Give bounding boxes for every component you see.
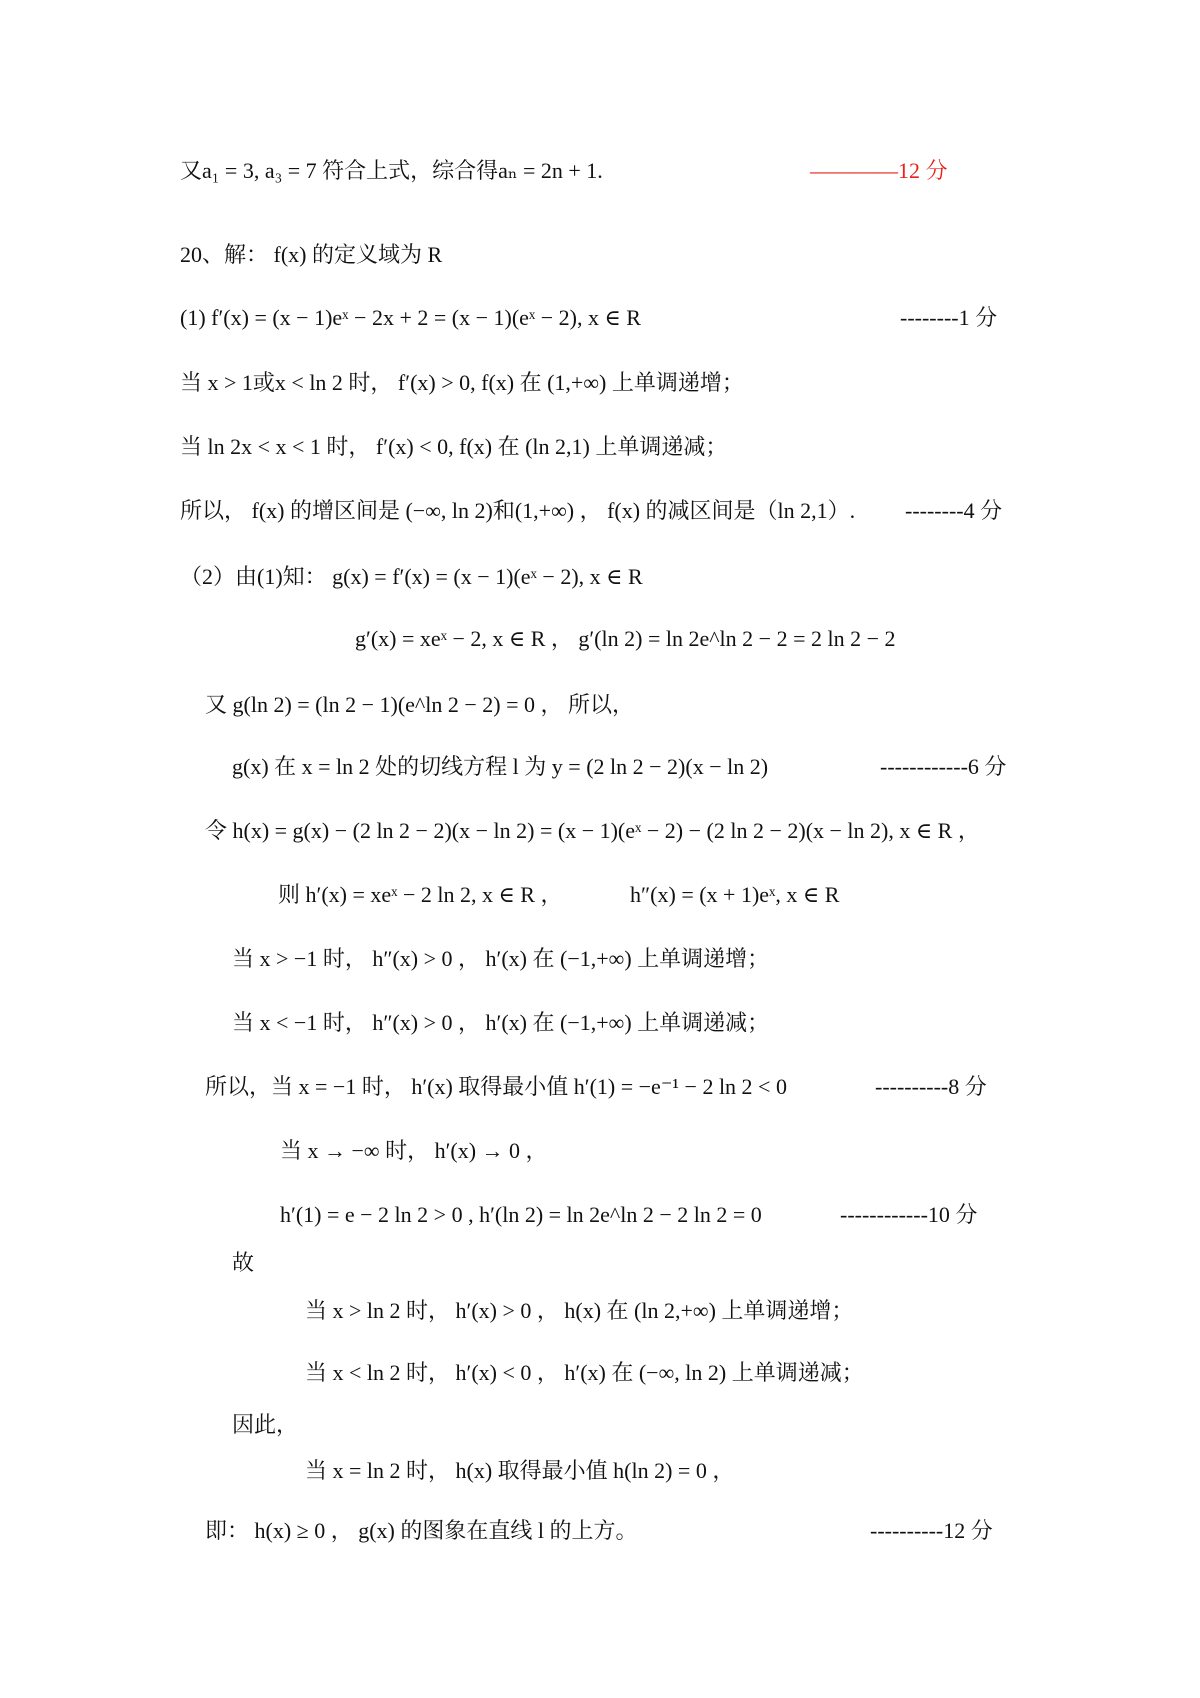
score-24: ----------12 分 bbox=[870, 1518, 993, 1543]
score-10: ------------6 分 bbox=[880, 754, 1007, 779]
line-18: h′(1) = e − 2 ln 2 > 0 , h′(ln 2) = ln 2e^ln 2 − 2 ln 2 = 0 bbox=[280, 1202, 762, 1227]
line-13: h″(x) = (x + 1)eˣ, x ∈ R bbox=[630, 882, 840, 907]
line-8: g′(x) = xeˣ − 2, x ∈ R ， g′(ln 2) = ln 2e^ln 2 − 2 = 2 ln 2 − 2 bbox=[355, 626, 896, 651]
line-12: 则 h′(x) = xeˣ − 2 ln 2, x ∈ R ， bbox=[278, 882, 563, 907]
line-17: 当 x → −∞ 时， h′(x) → 0 ， bbox=[280, 1138, 548, 1163]
line-19: 故 bbox=[232, 1250, 255, 1275]
line-16: 所以，当 x = −1 时， h′(x) 取得最小值 h′(1) = −e⁻¹ − 2 ln 2 < 0 bbox=[205, 1074, 787, 1099]
line-3: (1) f′(x) = (x − 1)eˣ − 2x + 2 = (x − 1)(eˣ − 2), x ∈ R bbox=[180, 305, 641, 330]
score-16: ----------8 分 bbox=[875, 1074, 987, 1099]
line-6: 所以， f(x) 的增区间是 (−∞, ln 2)和(1,+∞) ， f(x) 的减区间是（ln 2,1）. bbox=[180, 498, 856, 523]
line-5: 当 ln 2x < x < 1 时， f′(x) < 0, f(x) 在 (ln 2,1) 上单调递减； bbox=[180, 434, 728, 459]
line-23: 当 x = ln 2 时， h(x) 取得最小值 h(ln 2) = 0 ， bbox=[305, 1458, 735, 1483]
line-11: 令 h(x) = g(x) − (2 ln 2 − 2)(x − ln 2) = (x − 1)(eˣ − 2) − (2 ln 2 − 2)(x − ln 2), x ∈ R ， bbox=[205, 818, 980, 843]
line-15: 当 x < −1 时， h″(x) > 0 ， h′(x) 在 (−1,+∞) 上单调递减； bbox=[232, 1010, 770, 1035]
line-14: 当 x > −1 时， h″(x) > 0 ， h′(x) 在 (−1,+∞) 上单调递增； bbox=[232, 946, 770, 971]
line-4: 当 x > 1或x < ln 2 时， f′(x) > 0, f(x) 在 (1,+∞) 上单调递增； bbox=[180, 370, 744, 395]
score-3: --------1 分 bbox=[900, 305, 998, 330]
line-21: 当 x < ln 2 时， h′(x) < 0 ， h′(x) 在 (−∞, ln 2) 上单调递减； bbox=[305, 1360, 864, 1385]
line-1: 又a₁ = 3, a₃ = 7 符合上式，综合得aₙ = 2n + 1. bbox=[180, 158, 603, 183]
line-9: 又 g(ln 2) = (ln 2 − 1)(e^ln 2 − 2) = 0 ， 所以， bbox=[205, 692, 635, 717]
line-24: 即： h(x) ≥ 0 ， g(x) 的图象在直线 l 的上方。 bbox=[205, 1518, 638, 1543]
score-18: ------------10 分 bbox=[840, 1202, 978, 1227]
line-10: g(x) 在 x = ln 2 处的切线方程 l 为 y = (2 ln 2 − 2)(x − ln 2) bbox=[232, 754, 769, 779]
line-22: 因此， bbox=[232, 1412, 299, 1437]
line-2: 20、解： f(x) 的定义域为 R bbox=[180, 242, 443, 267]
score-6: --------4 分 bbox=[905, 498, 1003, 523]
score-1: ————12 分 bbox=[810, 158, 948, 183]
line-20: 当 x > ln 2 时， h′(x) > 0 ， h(x) 在 (ln 2,+∞) 上单调递增； bbox=[305, 1298, 854, 1323]
line-7: （2）由(1)知： g(x) = f′(x) = (x − 1)(eˣ − 2), x ∈ R bbox=[180, 564, 643, 589]
